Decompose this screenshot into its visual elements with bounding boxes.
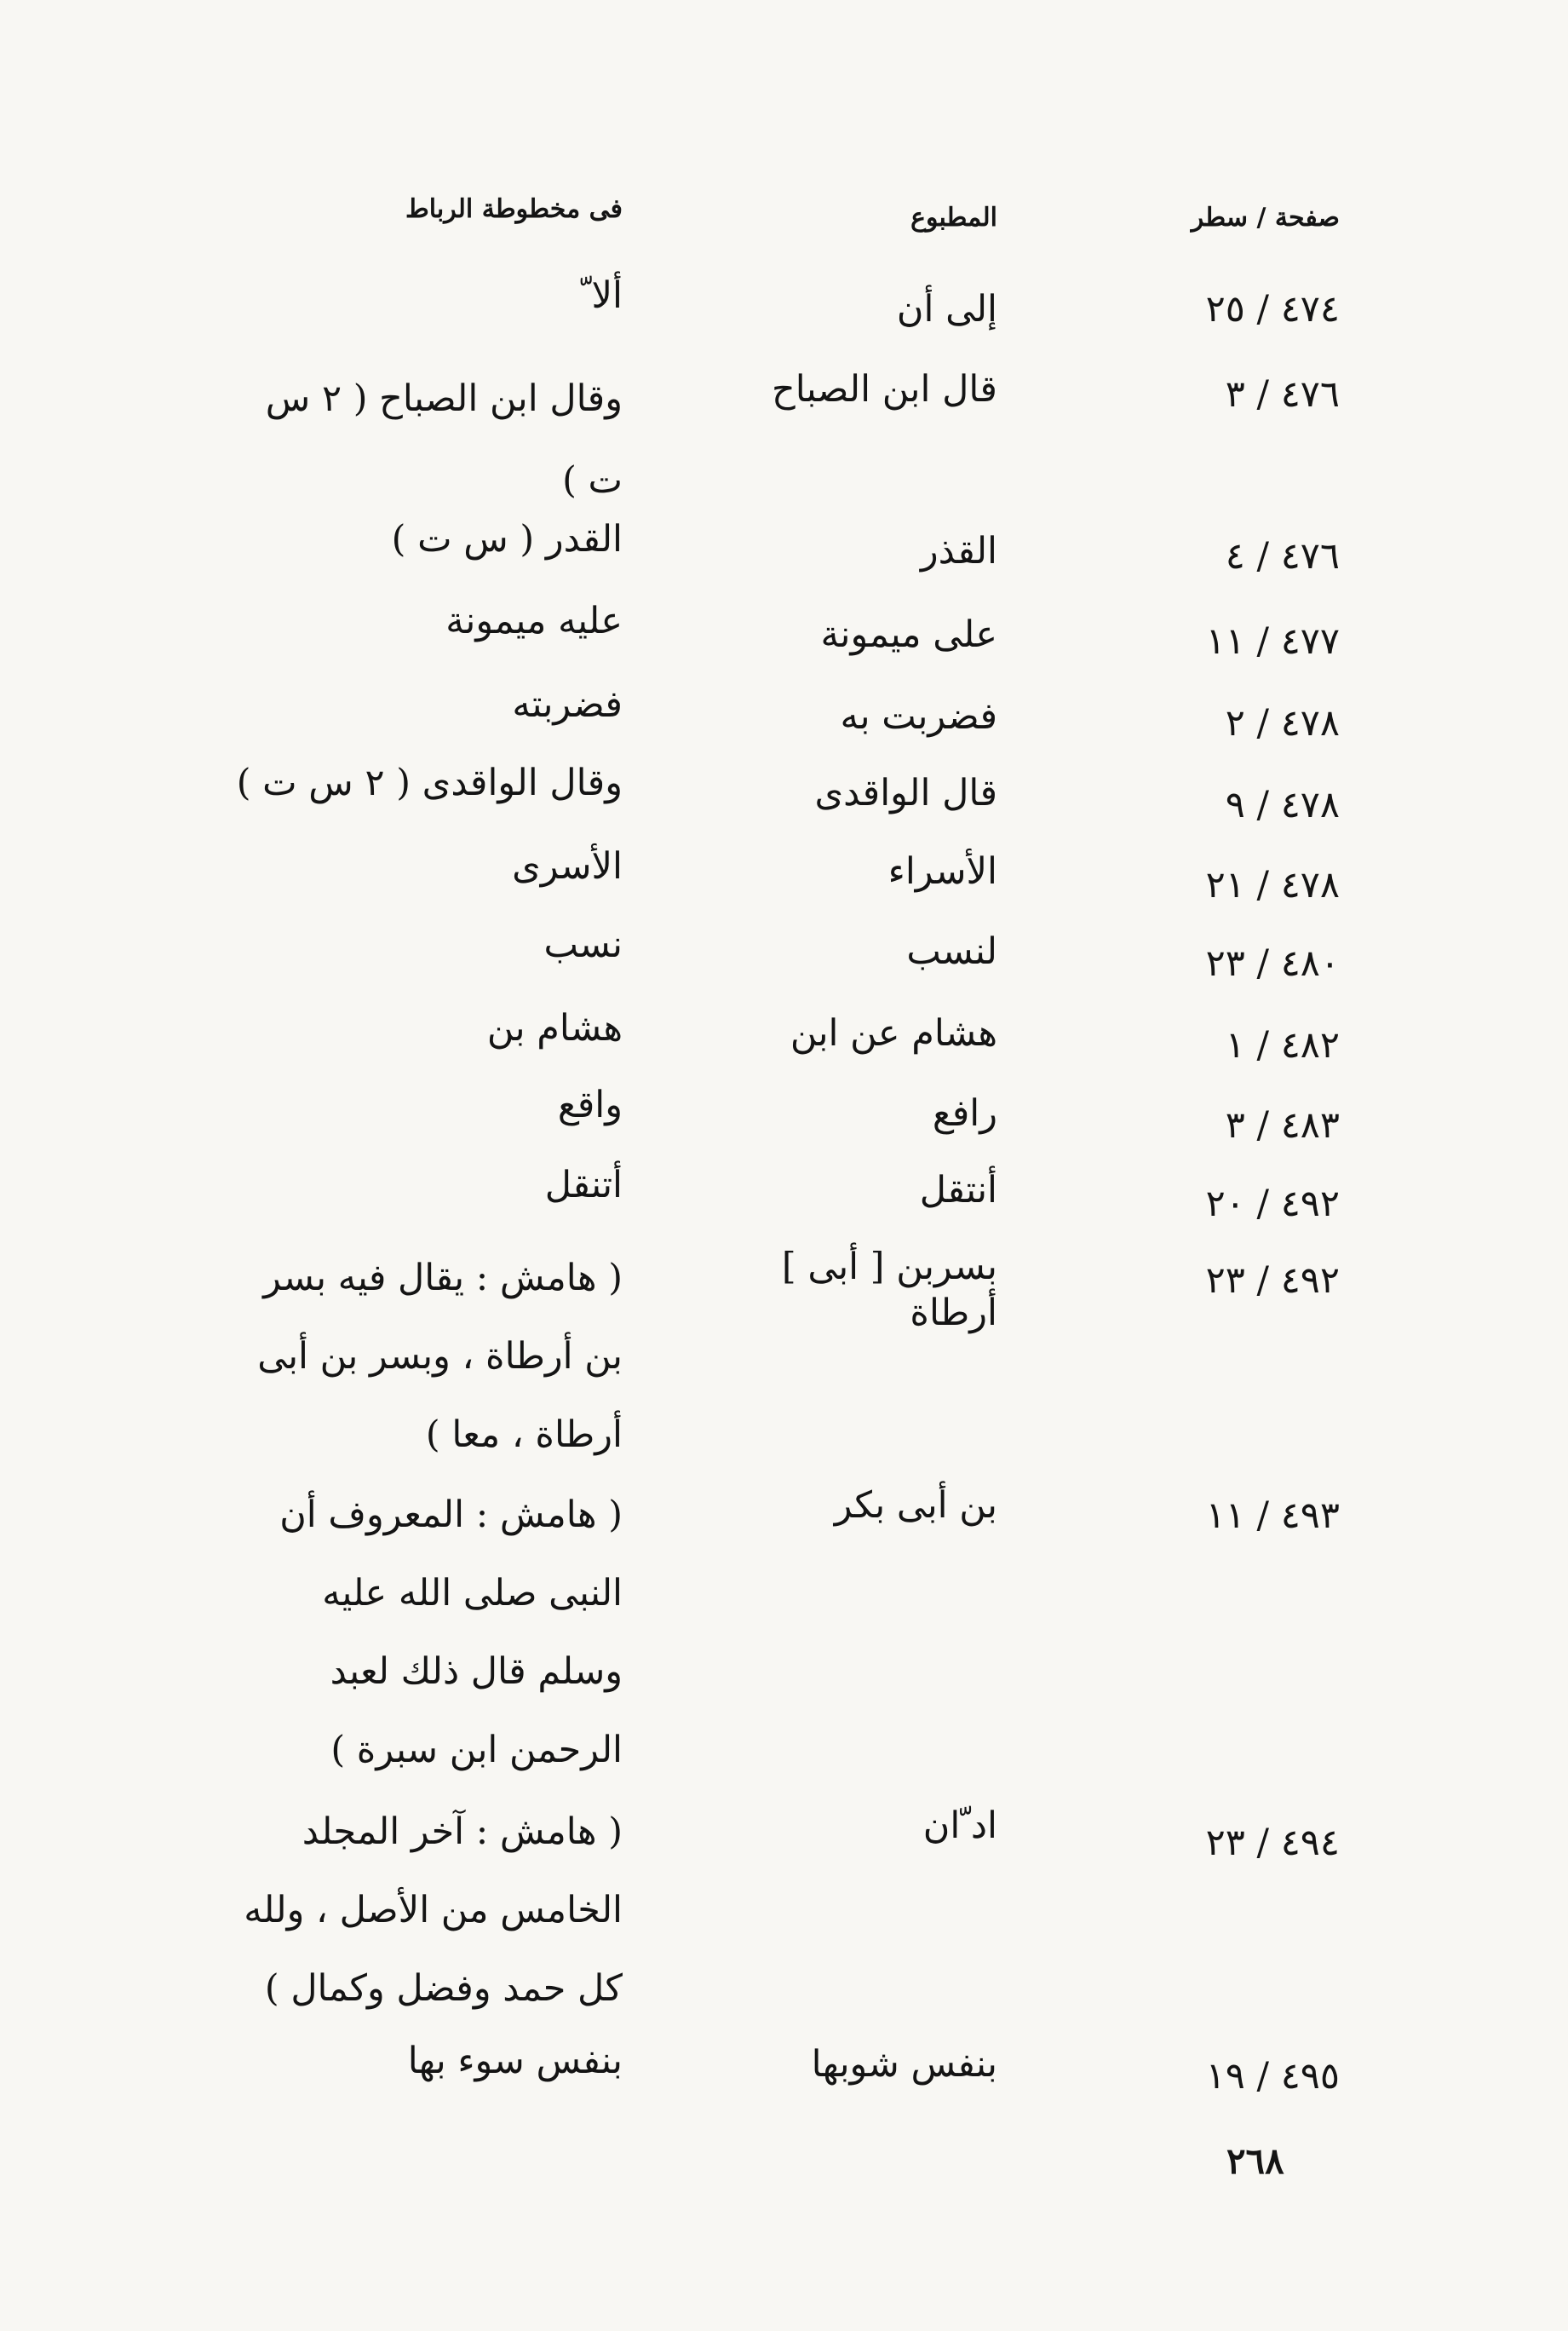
row-manuscript: عليه ميمونة (445, 600, 623, 642)
row-manuscript: ( هامش : المعروف أن النبى صلى الله عليه وسلم قال ذلك لعبد الرحمن ابن سبرة ) (279, 1494, 623, 1771)
row-manuscript: وقال ابن الصباح ( ٢ س ت ) (265, 377, 623, 502)
row-manuscript: وقال الواقدى ( ٢ س ت ) (236, 762, 623, 804)
row-ref: ٤٧٧ / ١١ (1205, 620, 1340, 663)
row-manuscript: بنفس سوء بها (407, 2040, 623, 2082)
row-printed: على ميمونة (820, 613, 997, 656)
row-manuscript: ( هامش : آخر المجلد الخامس من الأصل ، ولله كل حمد وفضل وكمال ) (244, 1810, 623, 2010)
row-ref: ٤٨٠ / ٢٣ (1205, 942, 1340, 985)
row-manuscript: هشام بن (486, 1007, 623, 1050)
row-printed: قال الواقدى (814, 772, 997, 814)
row-ref: ٤٩٥ / ١٩ (1205, 2055, 1340, 2098)
row-ref: ٤٧٨ / ٢ (1225, 702, 1340, 745)
row-ref: ٤٧٨ / ٩ (1225, 784, 1340, 826)
row-ref: ٤٩٢ / ٢٣ (1205, 1259, 1340, 1302)
header-printed: المطبوع (910, 203, 997, 233)
row-printed: رافع (932, 1092, 997, 1135)
row-manuscript: القدر ( س ت ) (391, 518, 623, 561)
row-manuscript: ( هامش : يقال فيه بسر بن أرطاة ، وبسر بن أبى أرطاة ، معا ) (257, 1257, 623, 1456)
row-ref: ٤٨٢ / ١ (1225, 1024, 1340, 1067)
row-printed: القذر (920, 530, 997, 573)
row-printed: لنسب (906, 930, 997, 973)
row-printed: فضربت به (840, 695, 997, 738)
page-number: ٢٦٨ (1226, 2140, 1284, 2182)
row-ref: ٤٧٨ / ٢١ (1205, 864, 1340, 906)
row-ref: ٤٩٤ / ٢٣ (1205, 1822, 1340, 1864)
row-printed: اد ّان (922, 1804, 997, 1847)
row-printed: قال ابن الصباح (771, 368, 997, 411)
row-ref: ٤٧٦ / ٣ (1225, 373, 1340, 416)
row-printed: بسربن [ أبى ] أرطاة (781, 1246, 997, 1334)
row-ref: ٤٩٢ / ٢٠ (1205, 1183, 1340, 1225)
row-manuscript: الأسرى (512, 845, 623, 888)
row-manuscript: واقع (557, 1084, 623, 1126)
header-page-line: صفحة / سطر (1191, 203, 1340, 233)
row-printed: أنتقل (919, 1169, 997, 1212)
row-manuscript: أتنقل (544, 1164, 623, 1206)
row-ref: ٤٩٣ / ١١ (1205, 1494, 1340, 1537)
row-ref: ٤٨٣ / ٣ (1225, 1104, 1340, 1147)
row-printed: إلى أن (896, 288, 997, 331)
row-printed: الأسراء (887, 850, 997, 893)
row-ref: ٤٧٦ / ٤ (1225, 535, 1340, 578)
row-manuscript: نسب (543, 924, 623, 966)
row-manuscript: ألا ّ (580, 274, 623, 317)
row-printed: هشام عن ابن (790, 1012, 997, 1055)
row-printed: بنفس شوبها (811, 2043, 997, 2086)
row-manuscript: فضربته (512, 683, 623, 726)
row-printed: بن أبى بكر (834, 1484, 997, 1527)
header-manuscript: فى مخطوطة الرباط (405, 194, 623, 224)
row-ref: ٤٧٤ / ٢٥ (1205, 288, 1340, 331)
